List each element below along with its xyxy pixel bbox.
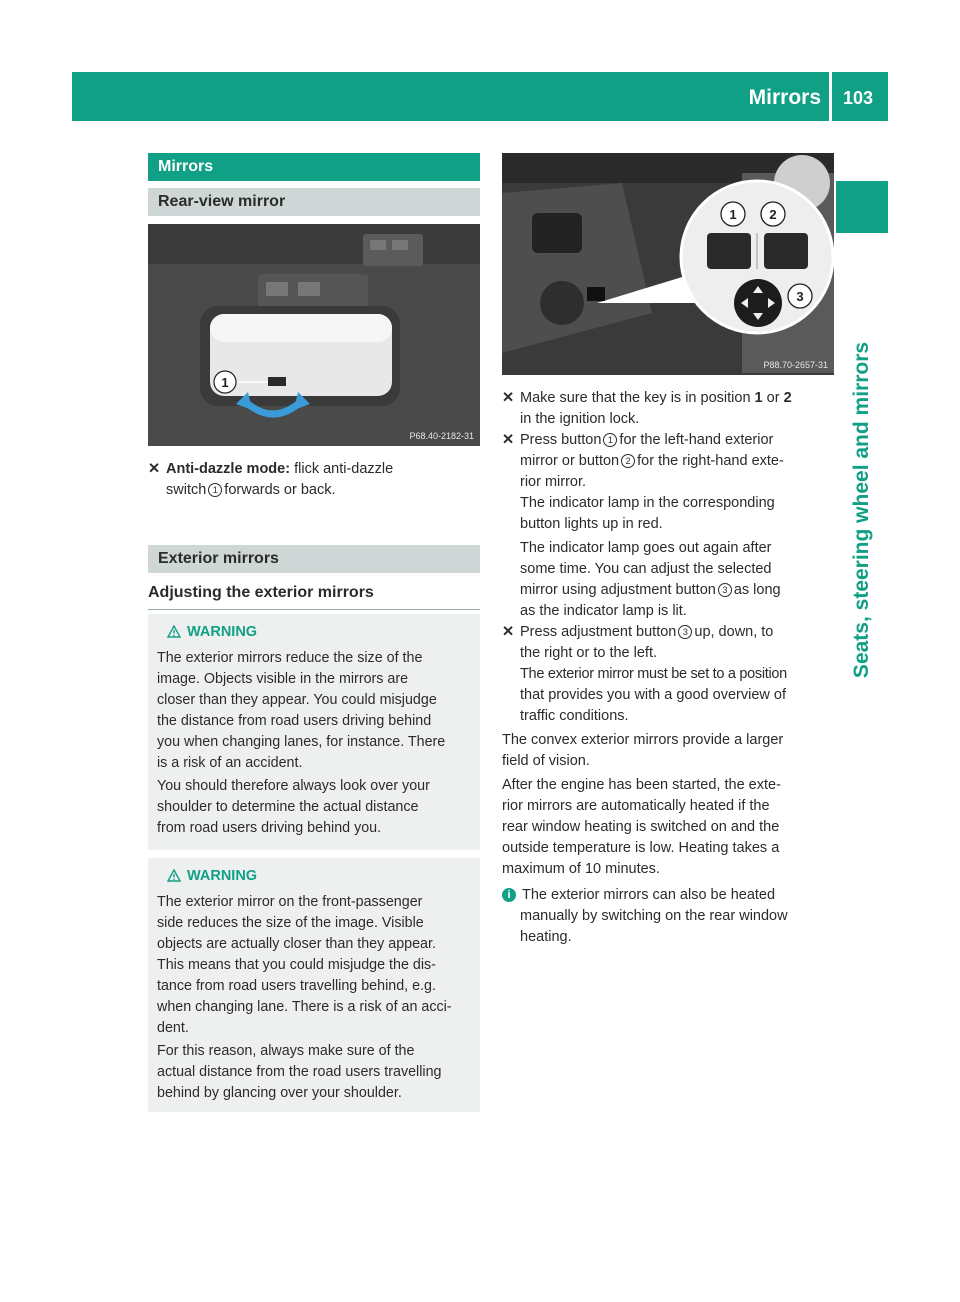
warning-title: WARNING	[187, 624, 258, 640]
warning-line: image. Objects visible in the mirrors are	[157, 671, 409, 687]
warning-line: The exterior mirror on the front-passenger	[157, 894, 423, 910]
step-text: some time. You can adjust the selected	[520, 561, 772, 577]
key-position-1: 1	[754, 390, 763, 406]
warning-line: when changing lane. There is a risk of an acci-	[157, 999, 452, 1015]
anti-dazzle-step	[148, 459, 480, 501]
warning-line: closer than they appear. You could misjudge	[157, 692, 437, 708]
callout-1-label: 1	[221, 375, 229, 390]
heading-rule	[148, 609, 480, 610]
paragraph-line: field of vision.	[502, 753, 590, 769]
step-text: for the right-hand exte-	[637, 453, 784, 469]
warning-line: you when changing lanes, for instance. There	[157, 734, 446, 750]
warning-line: shoulder to determine the actual distance	[157, 799, 419, 815]
warning-title: WARNING	[187, 868, 258, 884]
paragraph-line: maximum of 10 minutes.	[502, 861, 660, 877]
rear-view-mirror-illustration	[148, 224, 480, 446]
photo-code: P68.40-2182-31	[409, 431, 474, 441]
step-label: Anti-dazzle mode:	[166, 461, 291, 477]
right-column-text	[502, 388, 842, 948]
warning-line: from road users driving behind you.	[157, 820, 382, 836]
warning-line: actual distance from the road users travelling	[157, 1064, 442, 1080]
exterior-mirror-switch-illustration	[502, 153, 834, 375]
warning-triangle-icon	[167, 624, 181, 644]
step-text: button lights up in red.	[520, 516, 663, 532]
key-position-2: 2	[783, 390, 792, 406]
circle-number-3: 3	[718, 583, 732, 597]
step-text: flick anti-dazzle	[294, 461, 394, 477]
rear-view-mirror-photo	[148, 224, 480, 446]
warning-line: side reduces the size of the image. Visible	[157, 915, 424, 931]
warning-line: objects are actually closer than they appear.	[157, 936, 436, 952]
warning-line: dent.	[157, 1020, 189, 1036]
subsection-title: Rear-view mirror	[148, 188, 480, 216]
warning-line: The exterior mirrors reduce the size of the	[157, 650, 423, 666]
warning-box-2	[148, 858, 480, 1112]
step-text: that provides you with a good overview of	[520, 687, 786, 703]
step-text: in the ignition lock.	[520, 411, 640, 427]
circle-number-2: 2	[621, 454, 635, 468]
step-text: rior mirror.	[520, 474, 587, 490]
chapter-title: Seats, steering wheel and mirrors	[850, 341, 873, 679]
adjusting-heading: Adjusting the exterior mirrors	[148, 584, 374, 601]
step-arrow-icon: ✕	[502, 390, 515, 406]
paragraph-line: outside temperature is low. Heating takes a	[502, 840, 780, 856]
step-text-b1: switch	[166, 482, 207, 498]
page-number: 103	[843, 88, 874, 108]
warning-triangle-icon	[167, 868, 181, 888]
info-line: manually by switching on the rear window	[520, 908, 788, 924]
paragraph-line: rear window heating is switched on and the	[502, 819, 780, 835]
chapter-tab	[836, 181, 888, 233]
warning-box-1	[148, 614, 480, 850]
warning-line: For this reason, always make sure of the	[157, 1043, 415, 1059]
callout-3-label: 3	[796, 289, 804, 304]
step-text-b2: forwards or back.	[224, 482, 336, 498]
step-text: the right or to the left.	[520, 645, 658, 661]
step-text: traffic conditions.	[520, 708, 629, 724]
info-icon: i	[502, 888, 516, 902]
warning-line: the distance from road users driving behind	[157, 713, 432, 729]
callout-2-label: 2	[769, 207, 777, 222]
step-text: mirror or button	[520, 453, 620, 469]
photo-code: P88.70-2657-31	[763, 360, 828, 370]
warning-line: is a risk of an accident.	[157, 755, 303, 771]
paragraph-line: After the engine has been started, the exte-	[502, 777, 781, 793]
info-line: heating.	[520, 929, 572, 945]
warning-line: tance from road users travelling behind, e.g.	[157, 978, 436, 994]
step-text: The indicator lamp in the corresponding	[520, 495, 775, 511]
section-title: Mirrors	[148, 153, 480, 181]
header-separator	[829, 72, 832, 121]
circle-number-1: 1	[603, 433, 617, 447]
step-arrow-icon: ✕	[502, 432, 515, 448]
step-text: for the left-hand exterior	[619, 432, 774, 448]
warning-line: This means that you could misjudge the dis-	[157, 957, 436, 973]
step-arrow-icon: ✕	[148, 461, 161, 477]
step-text: as long	[733, 582, 781, 598]
callout-1-label: 1	[729, 207, 737, 222]
warning-line: You should therefore always look over your	[157, 778, 430, 794]
step-text: The indicator lamp goes out again after	[520, 540, 772, 556]
circle-number-1: 1	[208, 483, 222, 497]
page-section-title: Mirrors	[748, 86, 821, 109]
step-text: up, down, to	[694, 624, 774, 640]
step-text: mirror using adjustment button	[520, 582, 716, 598]
step-arrow-icon: ✕	[502, 624, 515, 640]
exterior-mirrors-title: Exterior mirrors	[148, 545, 480, 573]
warning-line: behind by glancing over your shoulder.	[157, 1085, 402, 1101]
step-text: Make sure that the key is in position	[520, 390, 751, 406]
step-text: or	[766, 390, 780, 406]
paragraph-line: rior mirrors are automatically heated if the	[502, 798, 770, 814]
step-text: as the indicator lamp is lit.	[520, 603, 687, 619]
paragraph-line: The convex exterior mirrors provide a larger	[502, 732, 784, 748]
door-switch-photo	[502, 153, 834, 375]
circle-number-3: 3	[678, 625, 692, 639]
step-text: Press adjustment button	[520, 624, 677, 640]
step-text: Press button	[520, 432, 602, 448]
info-line: The exterior mirrors can also be heated	[522, 887, 776, 903]
step-text: The exterior mirror must be set to a position	[520, 666, 787, 682]
